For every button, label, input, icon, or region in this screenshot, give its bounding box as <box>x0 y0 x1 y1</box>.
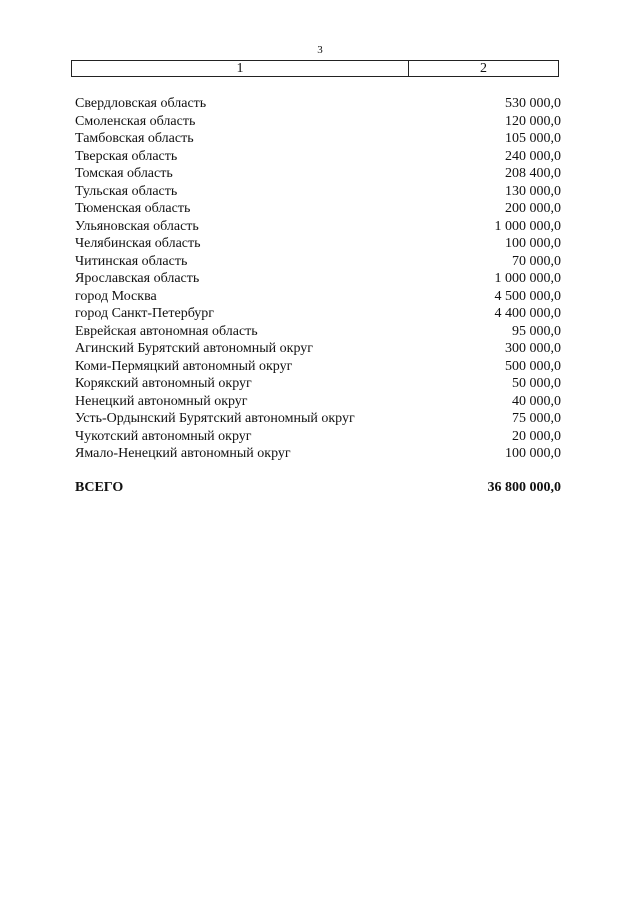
header-column-2: 2 <box>480 61 487 76</box>
table-row <box>75 113 561 131</box>
region-name: Ярославская область <box>75 271 200 286</box>
amount-value: 100 000,0 <box>505 446 561 461</box>
total-value: 36 800 000,0 <box>487 480 561 495</box>
table-row <box>75 148 561 166</box>
amount-value: 20 000,0 <box>512 428 561 444</box>
amount-value: 100 000,0 <box>505 236 561 251</box>
amount-value: 200 000,0 <box>505 201 561 216</box>
table-row <box>75 235 561 253</box>
region-name: Свердловская область <box>75 96 207 111</box>
page-number: 3 <box>317 44 323 56</box>
region-name: Агинский Бурятский автономный округ <box>75 341 313 356</box>
table-row <box>75 375 561 393</box>
region-name: Усть-Ордынский Бурятский автономный округ <box>75 411 355 426</box>
amount-value: 4 400 000,0 <box>494 306 561 321</box>
amount-value: 300 000,0 <box>505 341 561 356</box>
region-name: Тамбовская область <box>75 131 194 146</box>
region-name: Ненецкий автономный округ <box>75 393 248 409</box>
total-row <box>75 479 561 497</box>
table-row <box>75 270 561 288</box>
table-row <box>75 445 561 463</box>
table-row <box>75 165 561 183</box>
amount-value: 4 500 000,0 <box>494 288 561 304</box>
table-row <box>75 200 561 218</box>
amount-value: 40 000,0 <box>512 393 561 409</box>
region-name: Томская область <box>75 166 173 181</box>
region-name: Тверская область <box>75 148 178 164</box>
region-name: Ульяновская область <box>75 218 199 234</box>
amount-value: 95 000,0 <box>512 323 561 339</box>
table-row <box>75 358 561 376</box>
region-name: город Санкт-Петербург <box>75 306 215 321</box>
amount-value: 120 000,0 <box>505 113 561 129</box>
amount-value: 530 000,0 <box>505 96 561 111</box>
allocation-list <box>75 95 561 463</box>
table-header <box>71 60 559 77</box>
amount-value: 1 000 000,0 <box>494 218 561 234</box>
table-row <box>75 323 561 341</box>
table-row <box>75 340 561 358</box>
table-row <box>75 218 561 236</box>
table-row <box>75 130 561 148</box>
amount-value: 208 400,0 <box>505 166 561 181</box>
amount-value: 50 000,0 <box>512 376 561 391</box>
region-name: город Москва <box>75 288 157 304</box>
region-name: Тульская область <box>75 183 178 199</box>
region-name: Чукотский автономный округ <box>75 428 252 444</box>
total-label: ВСЕГО <box>75 480 124 495</box>
region-name: Ямало-Ненецкий автономный округ <box>75 446 291 461</box>
header-column-1: 1 <box>72 61 409 76</box>
table-row <box>75 305 561 323</box>
region-name: Тюменская область <box>75 201 191 216</box>
amount-value: 240 000,0 <box>505 148 561 164</box>
amount-value: 70 000,0 <box>512 253 561 269</box>
region-name: Еврейская автономная область <box>75 323 258 339</box>
amount-value: 130 000,0 <box>505 183 561 199</box>
region-name: Корякский автономный округ <box>75 376 252 391</box>
table-row <box>75 288 561 306</box>
table-row <box>75 95 561 113</box>
table-row <box>75 393 561 411</box>
region-name: Коми-Пермяцкий автономный округ <box>75 358 293 374</box>
amount-value: 500 000,0 <box>505 358 561 374</box>
amount-value: 75 000,0 <box>512 411 561 426</box>
amount-value: 105 000,0 <box>505 131 561 146</box>
table-row <box>75 410 561 428</box>
table-row <box>75 253 561 271</box>
table-row <box>75 428 561 446</box>
amount-value: 1 000 000,0 <box>494 271 561 286</box>
table-row <box>75 183 561 201</box>
region-name: Челябинская область <box>75 236 201 251</box>
region-name: Смоленская область <box>75 113 196 129</box>
region-name: Читинская область <box>75 253 188 269</box>
